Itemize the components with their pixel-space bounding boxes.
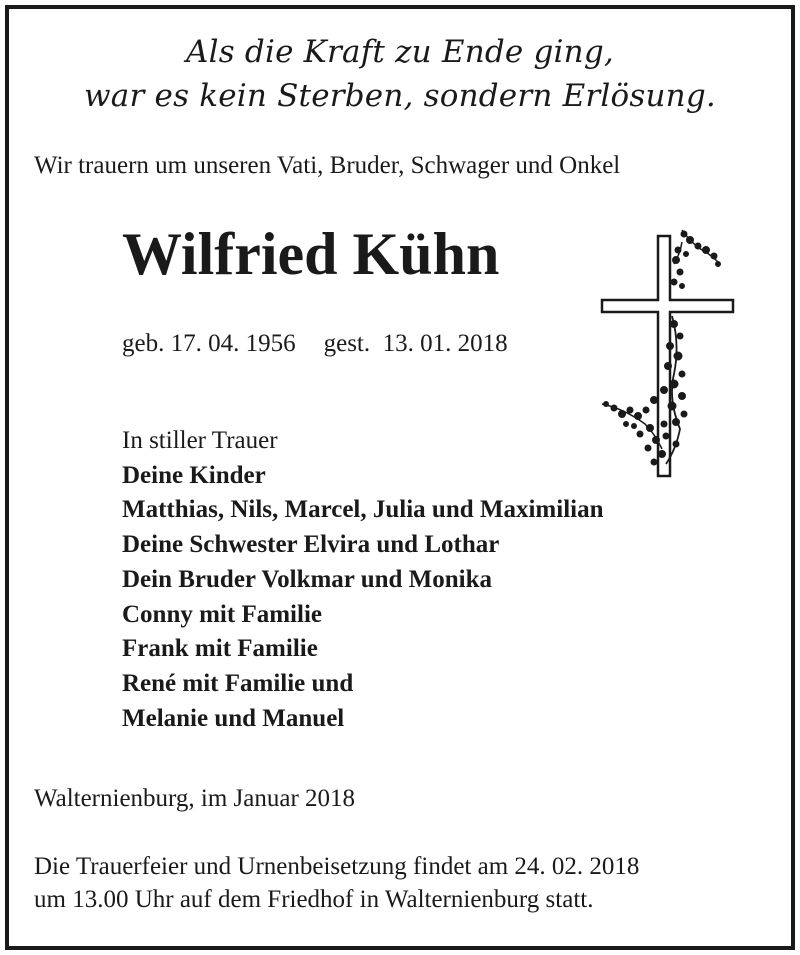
quote-line-2: war es kein Sterben, sondern Erlösung. [84, 78, 716, 114]
place-and-date: Walternienburg, im Januar 2018 [34, 785, 356, 812]
mourner-line: Deine Schwester Elvira und Lothar [122, 531, 500, 559]
mourner-line: Frank mit Familie [122, 635, 318, 663]
intro-text: Wir trauern um unseren Vati, Bruder, Schwager und Onkel [34, 152, 621, 179]
mourner-line: Matthias, Nils, Marcel, Julia und Maximilian [122, 496, 604, 524]
funeral-notice-line-2: um 13.00 Uhr auf dem Friedhof in Walternienburg statt. [34, 886, 594, 913]
life-dates [122, 328, 508, 360]
mourner-line: René mit Familie und [122, 669, 354, 697]
mourner-line: Deine Kinder [122, 461, 266, 489]
death-date: gest. 13. 01. 2018 [323, 330, 508, 357]
funeral-notice-line-1: Die Trauerfeier und Urnenbeisetzung findet am 24. 02. 2018 [34, 853, 640, 880]
deceased-name: Wilfried Kühn [122, 221, 500, 287]
mourners-heading: In stiller Trauer [122, 427, 278, 454]
mourners-block [122, 424, 604, 736]
mourner-line: Dein Bruder Volkmar und Monika [122, 565, 493, 593]
mourner-line: Conny mit Familie [122, 600, 322, 628]
cross-with-ivy-icon [590, 224, 750, 480]
funeral-notice [34, 850, 639, 916]
quote-line-1: Als die Kraft zu Ende ging, [186, 34, 614, 70]
mourner-line: Melanie und Manuel [122, 704, 345, 732]
birth-date: geb. 17. 04. 1956 [122, 330, 296, 357]
